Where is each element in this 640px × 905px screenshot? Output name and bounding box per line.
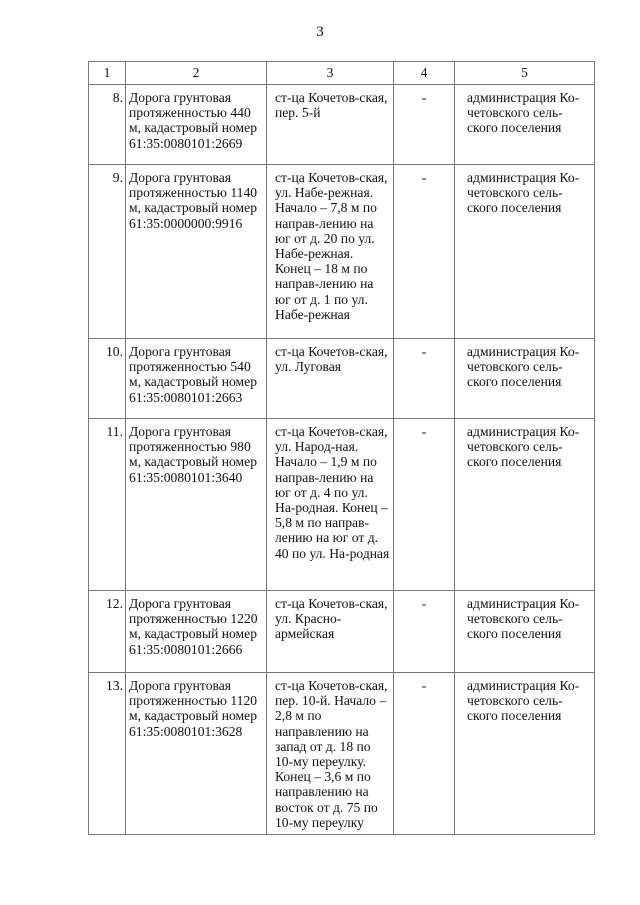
road-location: ст-ца Кочетов-ская, ул. Набе-режная. Начало – 7,8 м по направ-лению на юг от д. 20 по ул. Набе-режная. Конец – 18 м по направ-лению на юг от д. 1 по ул. Набе-режная	[267, 165, 394, 339]
row-number: 11.	[89, 419, 126, 591]
col4-value: -	[394, 673, 455, 835]
owner: администрация Ко-четовского сель-ского поселения	[455, 339, 595, 419]
row-number: 13.	[89, 673, 126, 835]
road-location: ст-ца Кочетов-ская, ул. Народ-ная. Начало – 1,9 м по направ-лению на юг от д. 4 по ул. На-родная. Конец – 5,8 м по направ-лению на юг от д. 40 по ул. На-родная	[267, 419, 394, 591]
road-name: Дорога грунтовая протяженностью 1120 м, кадастровый номер 61:35:0080101:3628	[126, 673, 267, 835]
header-col-5: 5	[455, 62, 595, 85]
road-name: Дорога грунтовая протяженностью 1220 м, кадастровый номер 61:35:0080101:2666	[126, 591, 267, 673]
table-row	[89, 591, 595, 673]
road-location: ст-ца Кочетов-ская, пер. 10-й. Начало – 2,8 м по направлению на запад от д. 18 по 10-му переулку. Конец – 3,6 м по направлению на восток от д. 75 по 10-му переулку	[267, 673, 394, 835]
row-number: 10.	[89, 339, 126, 419]
col4-value: -	[394, 591, 455, 673]
col4-value: -	[394, 419, 455, 591]
owner: администрация Ко-четовского сель-ского поселения	[455, 165, 595, 339]
row-number: 8.	[89, 85, 126, 165]
road-name: Дорога грунтовая протяженностью 540 м, кадастровый номер 61:35:0080101:2663	[126, 339, 267, 419]
road-name: Дорога грунтовая протяженностью 1140 м, кадастровый номер 61:35:0000000:9916	[126, 165, 267, 339]
table-header-row	[89, 62, 595, 85]
row-number: 12.	[89, 591, 126, 673]
table-row	[89, 165, 595, 339]
road-location: ст-ца Кочетов-ская, ул. Луговая	[267, 339, 394, 419]
col4-value: -	[394, 339, 455, 419]
header-col-3: 3	[267, 62, 394, 85]
owner: администрация Ко-четовского сель-ского поселения	[455, 419, 595, 591]
table-row	[89, 339, 595, 419]
table-row	[89, 673, 595, 835]
table-row	[89, 419, 595, 591]
owner: администрация Ко-четовского сель-ского поселения	[455, 591, 595, 673]
header-col-4: 4	[394, 62, 455, 85]
road-name: Дорога грунтовая протяженностью 980 м, кадастровый номер 61:35:0080101:3640	[126, 419, 267, 591]
owner: администрация Ко-четовского сель-ского поселения	[455, 85, 595, 165]
table-row	[89, 85, 595, 165]
header-col-2: 2	[126, 62, 267, 85]
header-col-1: 1	[89, 62, 126, 85]
row-number: 9.	[89, 165, 126, 339]
owner: администрация Ко-четовского сель-ского поселения	[455, 673, 595, 835]
col4-value: -	[394, 165, 455, 339]
roads-table	[88, 61, 595, 835]
page-number: 3	[316, 24, 324, 40]
road-location: ст-ца Кочетов-ская, пер. 5-й	[267, 85, 394, 165]
col4-value: -	[394, 85, 455, 165]
road-location: ст-ца Кочетов-ская, ул. Красно-армейская	[267, 591, 394, 673]
road-name: Дорога грунтовая протяженностью 440 м, кадастровый номер 61:35:0080101:2669	[126, 85, 267, 165]
